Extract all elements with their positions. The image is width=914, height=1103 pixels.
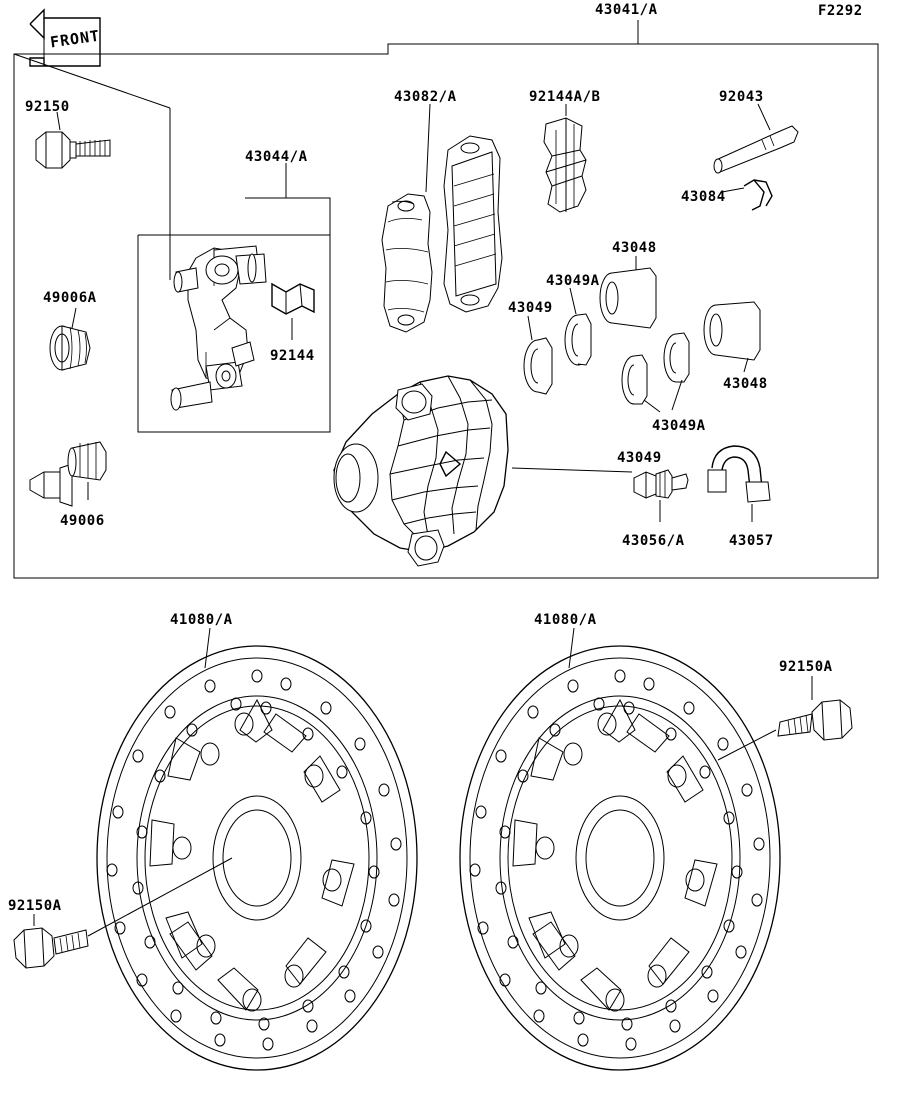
- label-piston-43048-top: 43048: [612, 240, 657, 256]
- part-92150-bolt: [36, 112, 110, 168]
- part-43048-piston-right: [704, 302, 760, 372]
- part-43048-piston-top: [600, 256, 656, 328]
- part-92043-pin: [714, 104, 798, 173]
- label-shim-92144ab: 92144A/B: [529, 89, 601, 105]
- part-41080a-disc-left: [97, 628, 417, 1070]
- label-pin-49006: 49006: [60, 513, 105, 529]
- part-43049-seal-top: [524, 316, 552, 394]
- label-bleeder-43056: 43056/A: [622, 533, 685, 549]
- front-marker: [24, 8, 102, 70]
- label-bolt-92150a-right: 92150A: [779, 659, 833, 675]
- part-43041a-caliper-body: [334, 376, 508, 566]
- label-seal-43049a-top: 43049A: [546, 273, 600, 289]
- part-43057-cap: [708, 446, 770, 522]
- label-clip-92144: 92144: [270, 348, 315, 364]
- label-cotter-43084: 43084: [681, 189, 726, 205]
- label-sheet-code: F2292: [818, 3, 863, 19]
- label-piston-43048-right: 43048: [723, 376, 768, 392]
- part-41080a-disc-right: [460, 628, 780, 1070]
- part-43084-cotter: [722, 180, 772, 210]
- label-seal-43049-top: 43049: [508, 300, 553, 316]
- part-49006a-boot: [50, 308, 90, 370]
- label-disc-left-41080: 41080/A: [170, 612, 233, 628]
- label-bolt-92150a-left: 92150A: [8, 898, 62, 914]
- label-cap-43057: 43057: [729, 533, 774, 549]
- part-43049-seal-bottom2: [664, 333, 689, 410]
- front-marker-label: FRONT: [48, 26, 102, 52]
- part-92144-clip: [272, 284, 314, 340]
- label-pin-92043: 92043: [719, 89, 764, 105]
- label-pads-43082: 43082/A: [394, 89, 457, 105]
- part-43056a-bleeder: [634, 470, 688, 522]
- label-seal-43049-bottom: 43049: [617, 450, 662, 466]
- label-disc-right-41080: 41080/A: [534, 612, 597, 628]
- label-bracket-43044: 43044/A: [245, 149, 308, 165]
- part-43049a-seal-top: [565, 288, 591, 365]
- part-43082a-pad-right: [444, 136, 502, 312]
- label-assembly: 43041/A: [595, 2, 658, 18]
- part-49006-pin: [30, 442, 106, 506]
- part-43044a-bracket: [171, 163, 286, 410]
- label-seal-43049a-bottom: 43049A: [652, 418, 706, 434]
- part-92144ab-shim: [544, 104, 586, 212]
- part-43082a-pad-left: [382, 104, 432, 332]
- label-boot-49006a: 49006A: [43, 290, 97, 306]
- label-bolt-92150: 92150: [25, 99, 70, 115]
- part-43049a-seal-bottom: [622, 355, 660, 412]
